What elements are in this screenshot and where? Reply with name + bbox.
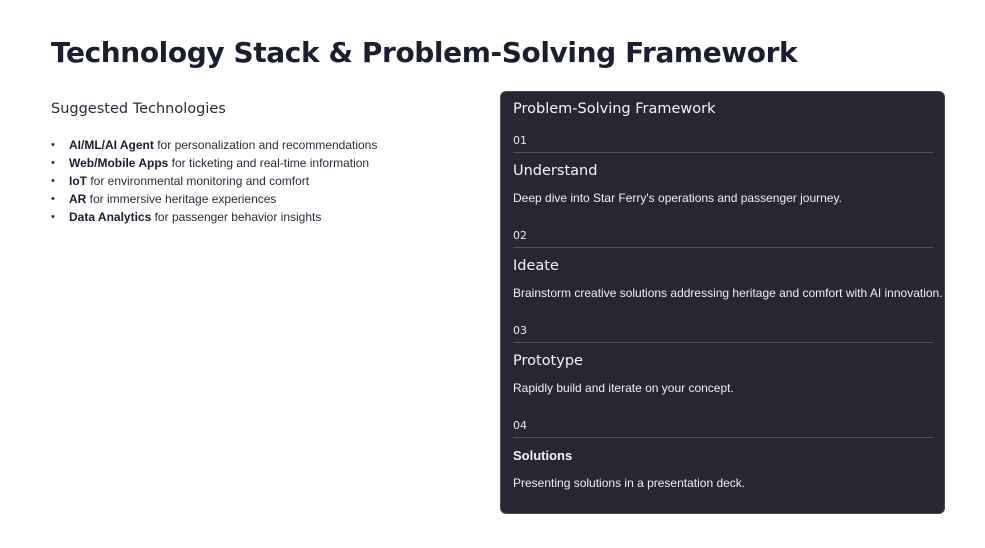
technology-description: for passenger behavior insights xyxy=(151,210,322,224)
technology-description: for immersive heritage experiences xyxy=(86,192,277,206)
step-description: Rapidly build and iterate on your concept. xyxy=(513,381,734,395)
framework-step-prototype xyxy=(513,323,933,395)
list-item xyxy=(51,190,471,208)
step-divider xyxy=(513,247,933,248)
step-name: Prototype xyxy=(513,353,583,369)
technology-name: Data Analytics xyxy=(69,210,152,224)
framework-step-ideate xyxy=(513,228,943,300)
suggested-technologies-section xyxy=(51,101,471,226)
framework-step-understand xyxy=(513,133,933,205)
list-item xyxy=(51,172,471,190)
bullet-icon: • xyxy=(51,193,55,205)
step-description: Deep dive into Star Ferry's operations and passenger journey. xyxy=(513,191,842,205)
section-heading: Suggested Technologies xyxy=(51,101,226,117)
framework-title: Problem-Solving Framework xyxy=(513,101,716,117)
technology-name: Web/Mobile Apps xyxy=(69,156,169,170)
technology-list xyxy=(51,136,471,226)
technology-name: AR xyxy=(69,192,87,206)
framework-step-solutions xyxy=(513,418,933,490)
step-number: 01 xyxy=(513,134,527,147)
bullet-icon: • xyxy=(51,175,55,187)
step-description: Presenting solutions in a presentation deck. xyxy=(513,476,746,490)
list-item xyxy=(51,154,471,172)
step-divider xyxy=(513,152,933,153)
bullet-icon: • xyxy=(51,157,55,169)
framework-panel xyxy=(500,91,945,514)
technology-name: IoT xyxy=(69,174,87,188)
step-number: 04 xyxy=(513,419,527,432)
technology-description: for ticketing and real-time information xyxy=(168,156,370,170)
bullet-icon: • xyxy=(51,139,55,151)
technology-description: for environmental monitoring and comfort xyxy=(87,174,310,188)
step-name: Understand xyxy=(513,163,598,179)
list-item xyxy=(51,136,471,154)
step-number: 03 xyxy=(513,324,527,337)
step-description: Brainstorm creative solutions addressing heritage and comfort with AI innovation. xyxy=(513,286,943,300)
step-divider xyxy=(513,437,933,438)
list-item xyxy=(51,208,471,226)
slide-title: Technology Stack & Problem-Solving Framework xyxy=(51,36,798,69)
bullet-icon: • xyxy=(51,211,55,223)
technology-name: AI/ML/AI Agent xyxy=(69,138,154,152)
step-divider xyxy=(513,342,933,343)
technology-description: for personalization and recommendations xyxy=(153,138,378,152)
step-number: 02 xyxy=(513,229,527,242)
step-name: Ideate xyxy=(513,258,559,274)
step-name: Solutions xyxy=(513,448,573,463)
